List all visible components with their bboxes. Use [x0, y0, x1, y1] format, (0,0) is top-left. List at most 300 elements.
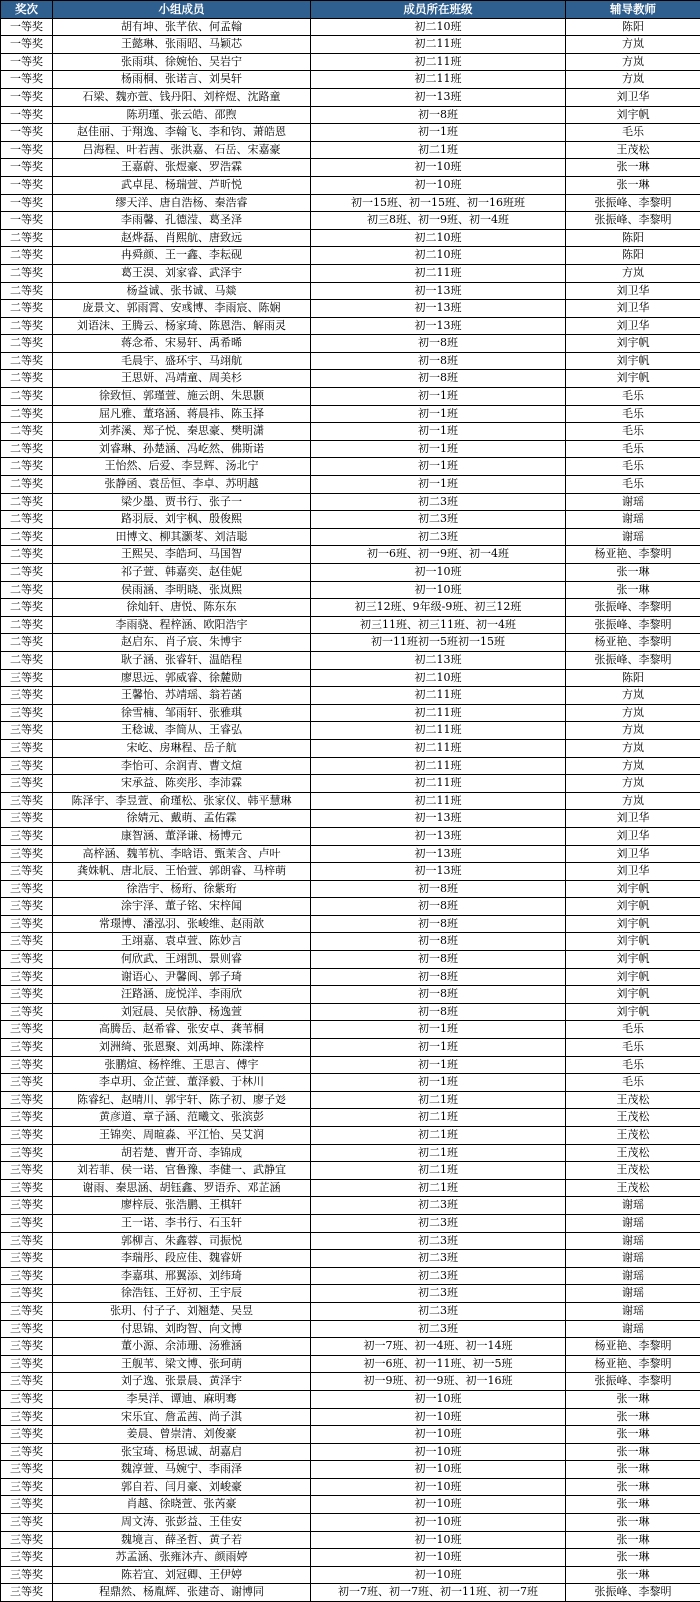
class-cell: 初一1班 — [311, 1039, 566, 1057]
teacher-cell: 毛乐 — [566, 1074, 700, 1092]
members-cell: 廖思远、郭威睿、徐麓勋 — [53, 669, 311, 687]
teacher-cell: 张一琳 — [566, 1514, 700, 1532]
members-cell: 郭自若、闫月豪、刘峻豪 — [53, 1478, 311, 1496]
class-cell: 初一6班、初一9班、初一4班 — [311, 546, 566, 564]
teacher-cell: 谢瑶 — [566, 493, 700, 511]
teacher-cell: 刘卫华 — [566, 317, 700, 335]
class-cell: 初三11班、初三11班、初一4班 — [311, 616, 566, 634]
table-row — [1, 440, 700, 458]
teacher-cell: 刘宇帆 — [566, 106, 700, 124]
teacher-cell: 刘宇帆 — [566, 898, 700, 916]
members-cell: 赵启东、肖子宸、朱博宇 — [53, 634, 311, 652]
table-row — [1, 687, 700, 705]
award-cell: 二等奖 — [1, 511, 53, 529]
award-cell: 二等奖 — [1, 300, 53, 318]
class-cell: 初一13班 — [311, 282, 566, 300]
teacher-cell: 张振峰、李黎明 — [566, 1373, 700, 1391]
award-cell: 一等奖 — [1, 194, 53, 212]
table-row — [1, 1426, 700, 1444]
class-cell: 初二13班 — [311, 651, 566, 669]
members-cell: 刘若菲、侯一诺、官鲁豫、李健一、武静宜 — [53, 1162, 311, 1180]
members-cell: 陈泽宇、李昱萱、俞瑾松、张家仪、韩平慧琳 — [53, 792, 311, 810]
table-row — [1, 528, 700, 546]
teacher-cell: 谢瑶 — [566, 1267, 700, 1285]
award-cell: 二等奖 — [1, 616, 53, 634]
class-cell: 初二3班 — [311, 1250, 566, 1268]
table-row — [1, 1127, 700, 1145]
header-award: 奖次 — [1, 1, 53, 19]
table-row — [1, 1373, 700, 1391]
members-cell: 李卓玥、金芷萱、董泽毅、于林川 — [53, 1074, 311, 1092]
teacher-cell: 毛乐 — [566, 476, 700, 494]
teacher-cell: 张振峰、李黎明 — [566, 599, 700, 617]
teacher-cell: 张一琳 — [566, 1478, 700, 1496]
class-cell: 初一11班初一5班初一15班 — [311, 634, 566, 652]
table-row — [1, 1179, 700, 1197]
members-cell: 徐浩钰、王妤初、王宇辰 — [53, 1285, 311, 1303]
members-cell: 王稔诚、李简从、王睿弘 — [53, 722, 311, 740]
table-row — [1, 352, 700, 370]
class-cell: 初二3班 — [311, 1302, 566, 1320]
table-row — [1, 845, 700, 863]
class-cell: 初二10班 — [311, 669, 566, 687]
teacher-cell: 王茂松 — [566, 1091, 700, 1109]
award-cell: 三等奖 — [1, 1109, 53, 1127]
members-cell: 程鼎然、杨胤辉、张建奇、谢博同 — [53, 1584, 311, 1602]
award-cell: 一等奖 — [1, 53, 53, 71]
class-cell: 初一10班 — [311, 1426, 566, 1444]
award-cell: 三等奖 — [1, 1408, 53, 1426]
members-cell: 高梓涵、魏苇杭、李晗语、甄茉含、卢叶 — [53, 845, 311, 863]
members-cell: 刘冠晨、吴依静、杨逸萱 — [53, 1003, 311, 1021]
award-cell: 二等奖 — [1, 599, 53, 617]
table-row — [1, 775, 700, 793]
class-cell: 初一8班 — [311, 1003, 566, 1021]
members-cell: 王舰苇、梁文博、张珂萌 — [53, 1355, 311, 1373]
members-cell: 刘子逸、张景晨、黄泽宇 — [53, 1373, 311, 1391]
table-row — [1, 264, 700, 282]
award-cell: 三等奖 — [1, 951, 53, 969]
members-cell: 廖梓辰、张浩鹏、王棋轩 — [53, 1197, 311, 1215]
members-cell: 付思锦、刘昀智、向文博 — [53, 1320, 311, 1338]
members-cell: 李瑞彤、段应佳、魏睿妍 — [53, 1250, 311, 1268]
award-cell: 一等奖 — [1, 176, 53, 194]
table-row — [1, 880, 700, 898]
class-cell: 初一10班 — [311, 564, 566, 582]
teacher-cell: 陈阳 — [566, 18, 700, 36]
table-row — [1, 1091, 700, 1109]
table-row — [1, 581, 700, 599]
members-cell: 康智涵、董泽谦、杨博元 — [53, 827, 311, 845]
award-cell: 三等奖 — [1, 1302, 53, 1320]
members-cell: 王懿琳、张雨昭、马颖芯 — [53, 36, 311, 54]
table-row — [1, 159, 700, 177]
table-row — [1, 141, 700, 159]
table-row — [1, 739, 700, 757]
award-cell: 三等奖 — [1, 1267, 53, 1285]
teacher-cell: 方岚 — [566, 722, 700, 740]
members-cell: 徐致恒、郭瑾萱、施云朗、朱思颢 — [53, 388, 311, 406]
class-cell: 初二1班 — [311, 1144, 566, 1162]
award-cell: 三等奖 — [1, 827, 53, 845]
award-cell: 三等奖 — [1, 1478, 53, 1496]
members-cell: 姜晨、曾崇清、刘俊豪 — [53, 1426, 311, 1444]
members-cell: 徐浩宇、杨珩、徐紫珩 — [53, 880, 311, 898]
table-row — [1, 370, 700, 388]
table-row — [1, 458, 700, 476]
members-cell: 肖越、徐晓萱、张芮豪 — [53, 1496, 311, 1514]
award-cell: 二等奖 — [1, 247, 53, 265]
award-cell: 三等奖 — [1, 1179, 53, 1197]
table-row — [1, 792, 700, 810]
members-cell: 梁少墨、贾书行、张子一 — [53, 493, 311, 511]
teacher-cell: 毛乐 — [566, 124, 700, 142]
class-cell: 初二3班 — [311, 1285, 566, 1303]
class-cell: 初一1班 — [311, 1021, 566, 1039]
teacher-cell: 张一琳 — [566, 1461, 700, 1479]
class-cell: 初一1班 — [311, 440, 566, 458]
table-row — [1, 511, 700, 529]
teacher-cell: 谢瑶 — [566, 1232, 700, 1250]
award-cell: 一等奖 — [1, 212, 53, 230]
award-cell: 三等奖 — [1, 722, 53, 740]
members-cell: 王嘉蔚、张煜豪、罗浩霖 — [53, 159, 311, 177]
award-cell: 三等奖 — [1, 863, 53, 881]
class-cell: 初一1班 — [311, 405, 566, 423]
table-row — [1, 1285, 700, 1303]
award-cell: 三等奖 — [1, 1566, 53, 1584]
members-cell: 杨雨桐、张诺言、刘昊轩 — [53, 71, 311, 89]
award-cell: 三等奖 — [1, 933, 53, 951]
table-row — [1, 88, 700, 106]
table-row — [1, 1039, 700, 1057]
members-cell: 徐灿轩、唐悦、陈东东 — [53, 599, 311, 617]
teacher-cell: 王茂松 — [566, 1144, 700, 1162]
award-cell: 三等奖 — [1, 1285, 53, 1303]
header-teacher: 辅导教师 — [566, 1, 700, 19]
teacher-cell: 张一琳 — [566, 1531, 700, 1549]
class-cell: 初一7班、初一7班、初一11班、初一7班 — [311, 1584, 566, 1602]
teacher-cell: 刘宇帆 — [566, 335, 700, 353]
class-cell: 初一8班 — [311, 352, 566, 370]
members-cell: 李雨骁、程梓涵、欧阳浩宇 — [53, 616, 311, 634]
teacher-cell: 刘宇帆 — [566, 915, 700, 933]
members-cell: 王思妍、冯靖童、周美杉 — [53, 370, 311, 388]
award-cell: 二等奖 — [1, 634, 53, 652]
table-row — [1, 634, 700, 652]
table-row — [1, 810, 700, 828]
award-cell: 一等奖 — [1, 71, 53, 89]
table-row — [1, 1566, 700, 1584]
members-cell: 魏淳萱、马婉宁、李雨泽 — [53, 1461, 311, 1479]
teacher-cell: 谢瑶 — [566, 1320, 700, 1338]
members-cell: 李嘉琪、邢翼添、刘纬琦 — [53, 1267, 311, 1285]
teacher-cell: 杨亚艳、李黎明 — [566, 1338, 700, 1356]
teacher-cell: 谢瑶 — [566, 1250, 700, 1268]
teacher-cell: 刘宇帆 — [566, 951, 700, 969]
table-row — [1, 1355, 700, 1373]
class-cell: 初二3班 — [311, 1320, 566, 1338]
members-cell: 杨益诚、张书诚、马燚 — [53, 282, 311, 300]
award-cell: 三等奖 — [1, 1443, 53, 1461]
award-cell: 二等奖 — [1, 317, 53, 335]
class-cell: 初一6班、初一11班、初一5班 — [311, 1355, 566, 1373]
award-cell: 二等奖 — [1, 564, 53, 582]
table-body — [1, 18, 700, 1601]
table-row — [1, 1021, 700, 1039]
members-cell: 徐雪楠、邹雨轩、张雅琪 — [53, 704, 311, 722]
table-row — [1, 1584, 700, 1602]
table-row — [1, 247, 700, 265]
teacher-cell: 谢瑶 — [566, 1285, 700, 1303]
award-cell: 二等奖 — [1, 651, 53, 669]
teacher-cell: 杨亚艳、李黎明 — [566, 634, 700, 652]
table-row — [1, 933, 700, 951]
teacher-cell: 方岚 — [566, 53, 700, 71]
members-cell: 李昊洋、谭迪、麻明骞 — [53, 1390, 311, 1408]
teacher-cell: 杨亚艳、李黎明 — [566, 546, 700, 564]
table-row — [1, 300, 700, 318]
members-cell: 庞景文、郭雨霄、安彧博、李雨宸、陈娴 — [53, 300, 311, 318]
award-cell: 二等奖 — [1, 282, 53, 300]
members-cell: 陈若宜、刘冠卿、王伊婷 — [53, 1566, 311, 1584]
members-cell: 徐婧元、戴萌、孟佑霖 — [53, 810, 311, 828]
members-cell: 王翊嘉、袁卓萱、陈妙言 — [53, 933, 311, 951]
award-cell: 三等奖 — [1, 986, 53, 1004]
members-cell: 张鹏煊、杨梓维、王思言、傅宇 — [53, 1056, 311, 1074]
teacher-cell: 张一琳 — [566, 564, 700, 582]
award-cell: 三等奖 — [1, 1197, 53, 1215]
award-cell: 三等奖 — [1, 1426, 53, 1444]
teacher-cell: 刘宇帆 — [566, 1003, 700, 1021]
class-cell: 初二1班 — [311, 1091, 566, 1109]
award-cell: 三等奖 — [1, 1127, 53, 1145]
class-cell: 初二1班 — [311, 1179, 566, 1197]
award-cell: 三等奖 — [1, 1514, 53, 1532]
award-cell: 三等奖 — [1, 845, 53, 863]
table-row — [1, 915, 700, 933]
members-cell: 蒋念希、宋易轩、禹希晞 — [53, 335, 311, 353]
table-row — [1, 986, 700, 1004]
teacher-cell: 陈阳 — [566, 247, 700, 265]
table-row — [1, 1531, 700, 1549]
class-cell: 初一13班 — [311, 317, 566, 335]
table-row — [1, 1214, 700, 1232]
class-cell: 初一10班 — [311, 1531, 566, 1549]
class-cell: 初一10班 — [311, 176, 566, 194]
class-cell: 初一8班 — [311, 335, 566, 353]
award-cell: 一等奖 — [1, 88, 53, 106]
table-row — [1, 1003, 700, 1021]
members-cell: 常璟博、潘泓羽、张峻维、赵雨歆 — [53, 915, 311, 933]
table-row — [1, 757, 700, 775]
award-cell: 三等奖 — [1, 1091, 53, 1109]
table-row — [1, 1250, 700, 1268]
teacher-cell: 刘宇帆 — [566, 880, 700, 898]
award-cell: 三等奖 — [1, 1250, 53, 1268]
teacher-cell: 张振峰、李黎明 — [566, 212, 700, 230]
class-cell: 初一8班 — [311, 880, 566, 898]
table-row — [1, 669, 700, 687]
class-cell: 初二11班 — [311, 704, 566, 722]
members-cell: 缪天洋、唐自浩杨、秦浩睿 — [53, 194, 311, 212]
teacher-cell: 毛乐 — [566, 1056, 700, 1074]
table-row — [1, 1144, 700, 1162]
members-cell: 宋屹、房琳程、岳子航 — [53, 739, 311, 757]
class-cell: 初二10班 — [311, 229, 566, 247]
class-cell: 初一1班 — [311, 388, 566, 406]
table-row — [1, 36, 700, 54]
award-cell: 三等奖 — [1, 1214, 53, 1232]
class-cell: 初一8班 — [311, 933, 566, 951]
table-row — [1, 616, 700, 634]
award-cell: 二等奖 — [1, 264, 53, 282]
teacher-cell: 张一琳 — [566, 1408, 700, 1426]
table-row — [1, 599, 700, 617]
award-cell: 三等奖 — [1, 775, 53, 793]
class-cell: 初一1班 — [311, 1074, 566, 1092]
award-cell: 二等奖 — [1, 352, 53, 370]
teacher-cell: 张一琳 — [566, 1443, 700, 1461]
teacher-cell: 王茂松 — [566, 1127, 700, 1145]
award-cell: 三等奖 — [1, 1549, 53, 1567]
class-cell: 初二11班 — [311, 757, 566, 775]
class-cell: 初一1班 — [311, 458, 566, 476]
table-row — [1, 106, 700, 124]
award-cell: 二等奖 — [1, 405, 53, 423]
class-cell: 初二11班 — [311, 264, 566, 282]
class-cell: 初三12班、9年级-9班、初三12班 — [311, 599, 566, 617]
table-row — [1, 71, 700, 89]
class-cell: 初二3班 — [311, 493, 566, 511]
table-row — [1, 317, 700, 335]
teacher-cell: 方岚 — [566, 687, 700, 705]
table-row — [1, 564, 700, 582]
award-cell: 一等奖 — [1, 18, 53, 36]
members-cell: 周文涛、张彭益、王佳安 — [53, 1514, 311, 1532]
teacher-cell: 张振峰、李黎明 — [566, 194, 700, 212]
table-row — [1, 1320, 700, 1338]
members-cell: 郭柳言、朱鑫蓉、司振悦 — [53, 1232, 311, 1250]
teacher-cell: 毛乐 — [566, 1021, 700, 1039]
class-cell: 初一10班 — [311, 1390, 566, 1408]
members-cell: 刘荞溪、郑子悦、秦思豪、樊明潇 — [53, 423, 311, 441]
class-cell: 初二11班 — [311, 722, 566, 740]
award-cell: 三等奖 — [1, 1021, 53, 1039]
teacher-cell: 谢瑶 — [566, 528, 700, 546]
award-cell: 三等奖 — [1, 1584, 53, 1602]
class-cell: 初一8班 — [311, 370, 566, 388]
class-cell: 初二3班 — [311, 528, 566, 546]
table-row — [1, 1549, 700, 1567]
teacher-cell: 刘宇帆 — [566, 352, 700, 370]
class-cell: 初二11班 — [311, 687, 566, 705]
teacher-cell: 刘卫华 — [566, 88, 700, 106]
table-row — [1, 1056, 700, 1074]
table-row — [1, 423, 700, 441]
members-cell: 吕海程、叶若茜、张洪嘉、石岳、宋嘉豪 — [53, 141, 311, 159]
members-cell: 王馨怡、苏靖瑶、翁若菡 — [53, 687, 311, 705]
members-cell: 张静函、袁岳恒、李卓、苏明越 — [53, 476, 311, 494]
class-cell: 初二11班 — [311, 739, 566, 757]
class-cell: 初二3班 — [311, 1267, 566, 1285]
award-cell: 三等奖 — [1, 810, 53, 828]
award-cell: 一等奖 — [1, 36, 53, 54]
class-cell: 初一10班 — [311, 1514, 566, 1532]
members-cell: 宋承益、陈奕彤、李沛霖 — [53, 775, 311, 793]
members-cell: 黄彦道、章子涵、范曦文、张滨彭 — [53, 1109, 311, 1127]
class-cell: 初一13班 — [311, 300, 566, 318]
class-cell: 初二3班 — [311, 1197, 566, 1215]
award-cell: 三等奖 — [1, 757, 53, 775]
award-cell: 一等奖 — [1, 124, 53, 142]
teacher-cell: 方岚 — [566, 71, 700, 89]
class-cell: 初二11班 — [311, 792, 566, 810]
teacher-cell: 张一琳 — [566, 159, 700, 177]
table-row — [1, 405, 700, 423]
members-cell: 王怡然、后爱、李昱辉、汤北宁 — [53, 458, 311, 476]
members-cell: 武卓昆、杨瑞萱、芦昕悦 — [53, 176, 311, 194]
award-cell: 三等奖 — [1, 1162, 53, 1180]
class-cell: 初一1班 — [311, 1056, 566, 1074]
teacher-cell: 毛乐 — [566, 388, 700, 406]
class-cell: 初二10班 — [311, 18, 566, 36]
award-cell: 二等奖 — [1, 440, 53, 458]
table-row — [1, 898, 700, 916]
table-row — [1, 1408, 700, 1426]
award-cell: 三等奖 — [1, 669, 53, 687]
teacher-cell: 毛乐 — [566, 458, 700, 476]
teacher-cell: 谢瑶 — [566, 1197, 700, 1215]
award-cell: 三等奖 — [1, 1461, 53, 1479]
award-cell: 二等奖 — [1, 335, 53, 353]
award-cell: 一等奖 — [1, 141, 53, 159]
award-cell: 三等奖 — [1, 792, 53, 810]
teacher-cell: 王茂松 — [566, 1162, 700, 1180]
teacher-cell: 刘宇帆 — [566, 370, 700, 388]
class-cell: 初一9班、初一9班、初一16班 — [311, 1373, 566, 1391]
members-cell: 赵烨磊、肖熙航、唐致远 — [53, 229, 311, 247]
table-row — [1, 493, 700, 511]
teacher-cell: 张振峰、李黎明 — [566, 1584, 700, 1602]
class-cell: 初一8班 — [311, 898, 566, 916]
members-cell: 刘语沫、王腾云、杨家琦、陈恩浩、解雨灵 — [53, 317, 311, 335]
teacher-cell: 张一琳 — [566, 1426, 700, 1444]
teacher-cell: 方岚 — [566, 704, 700, 722]
class-cell: 初一1班 — [311, 476, 566, 494]
table-row — [1, 651, 700, 669]
members-cell: 王熙吴、李皓珂、马国智 — [53, 546, 311, 564]
members-cell: 董小源、余沛珊、汤雅涵 — [53, 1338, 311, 1356]
award-cell: 二等奖 — [1, 528, 53, 546]
teacher-cell: 王茂松 — [566, 1179, 700, 1197]
table-row — [1, 1478, 700, 1496]
class-cell: 初二3班 — [311, 1232, 566, 1250]
table-row — [1, 18, 700, 36]
class-cell: 初一8班 — [311, 986, 566, 1004]
table-row — [1, 951, 700, 969]
members-cell: 路羽辰、刘宇枫、殷俊熙 — [53, 511, 311, 529]
table-row — [1, 1461, 700, 1479]
table-row — [1, 229, 700, 247]
teacher-cell: 刘卫华 — [566, 827, 700, 845]
class-cell: 初一10班 — [311, 1461, 566, 1479]
table-row — [1, 176, 700, 194]
award-cell: 三等奖 — [1, 1039, 53, 1057]
table-row — [1, 1197, 700, 1215]
award-cell: 三等奖 — [1, 1074, 53, 1092]
class-cell: 初一1班 — [311, 423, 566, 441]
